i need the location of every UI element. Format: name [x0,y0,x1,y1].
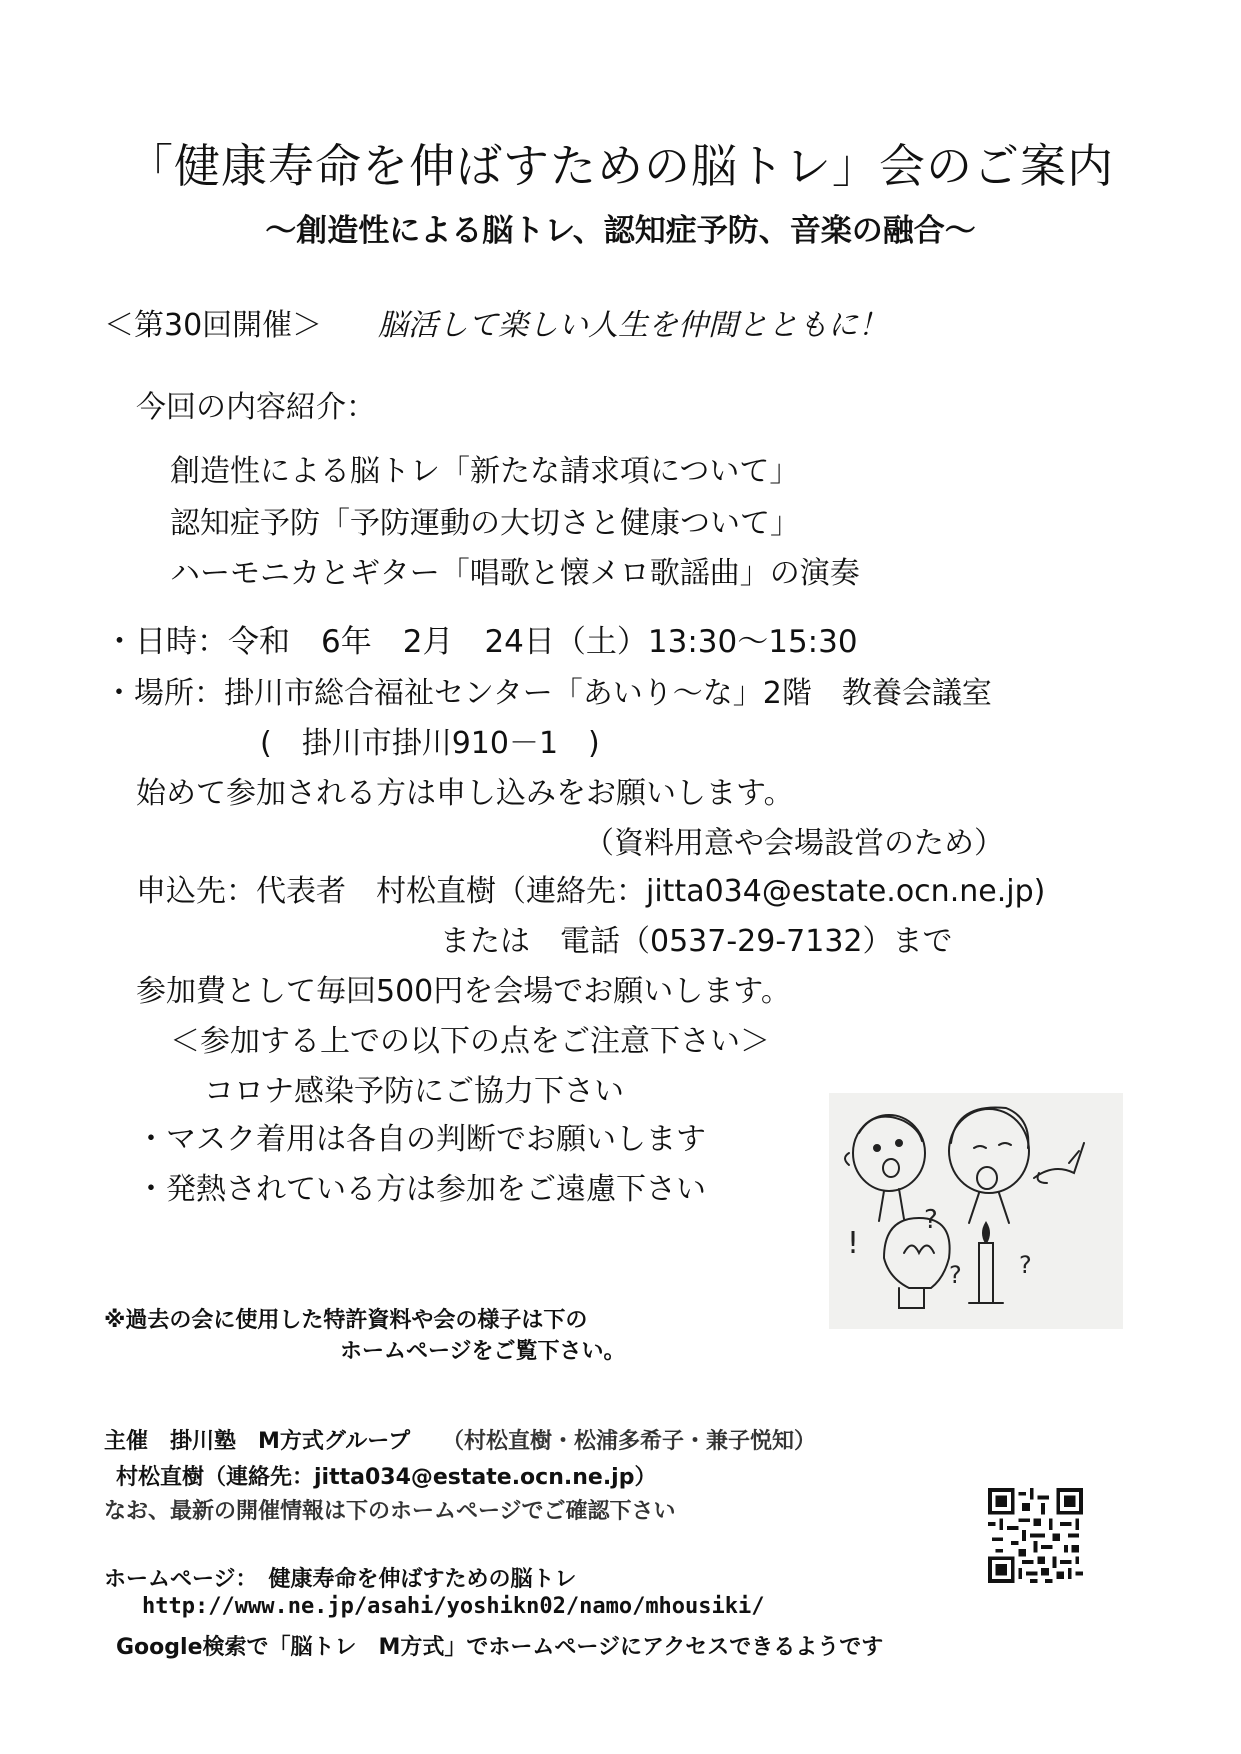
participation-fee: 参加費として毎回500円を会場でお願いします。 [136,974,791,1009]
event-datetime: ・日時：令和 6年 2月 24日（土）13:30〜15:30 [104,624,858,660]
svg-text:?: ? [949,1261,962,1289]
caution-item: コロナ感染予防にご協力下さい [204,1074,624,1109]
contact-phone: または 電話（0537-29-7132）まで [440,924,953,959]
organizer-label: 主催 掛川塾 M方式グループ [104,1429,411,1454]
qr-code-icon[interactable] [988,1488,1083,1583]
contact-info: 申込先：代表者 村松直樹（連絡先：jitta034@estate.ocn.ne.jp) [136,874,1046,909]
content-item: ハーモニカとギター「唱歌と懐メロ歌謡曲」の演奏 [170,556,860,591]
svg-text:?: ? [1019,1251,1032,1279]
content-item: 創造性による脳トレ「新たな請求項について」 [170,454,800,489]
caution-item: ・マスク着用は各自の判断でお願いします [136,1122,706,1157]
homepage-url-link[interactable]: http://www.ne.jp/asahi/yoshikn02/namo/mhousiki/ [142,1594,765,1619]
organizer-members: （村松直樹・松浦多希子・兼子悦知） [442,1429,817,1454]
caution-item: ・発熱されている方は参加をご遠慮下さい [136,1172,706,1207]
page-subtitle: 〜創造性による脳トレ、認知症予防、音楽の融合〜 [265,213,976,249]
homepage-label: ホームページ： 健康寿命を伸ばすための脳トレ [104,1567,577,1592]
session-tagline: 脳活して楽しい人生を仲間とともに！ [378,308,888,343]
caution-heading: ＜参加する上での以下の点をご注意下さい＞ [170,1024,770,1059]
singing-people-illustration [829,1093,1123,1329]
apply-reason: （資料用意や会場設営のため） [584,826,1004,861]
session-number: ＜第30回開催＞ [104,308,323,343]
svg-text:?: ? [924,1205,938,1235]
google-search-note: Google検索で「脳トレ M方式」でホームページにアクセスできるようです [116,1635,884,1660]
content-item: 認知症予防「予防運動の大切さと健康ついて」 [170,506,800,541]
content-heading: 今回の内容紹介： [136,390,376,425]
page-title: 「健康寿命を伸ばすための脳トレ」会のご案内 [127,139,1114,193]
organizer-contact: 村松直樹（連絡先：jitta034@estate.ocn.ne.jp） [116,1465,657,1490]
past-materials-note-2: ホームページをご覧下さい。 [340,1339,626,1364]
svg-text:!: ! [847,1226,860,1261]
event-address: ( 掛川市掛川910－1 ) [260,726,600,761]
event-place: ・場所：掛川市総合福祉センター「あいり〜な」2階 教養会議室 [104,676,992,711]
past-materials-note: ※過去の会に使用した特許資料や会の様子は下の [104,1308,588,1333]
latest-info-note: なお、最新の開催情報は下のホームページでご確認下さい [104,1499,676,1524]
apply-note: 始めて参加される方は申し込みをお願いします。 [136,776,794,811]
